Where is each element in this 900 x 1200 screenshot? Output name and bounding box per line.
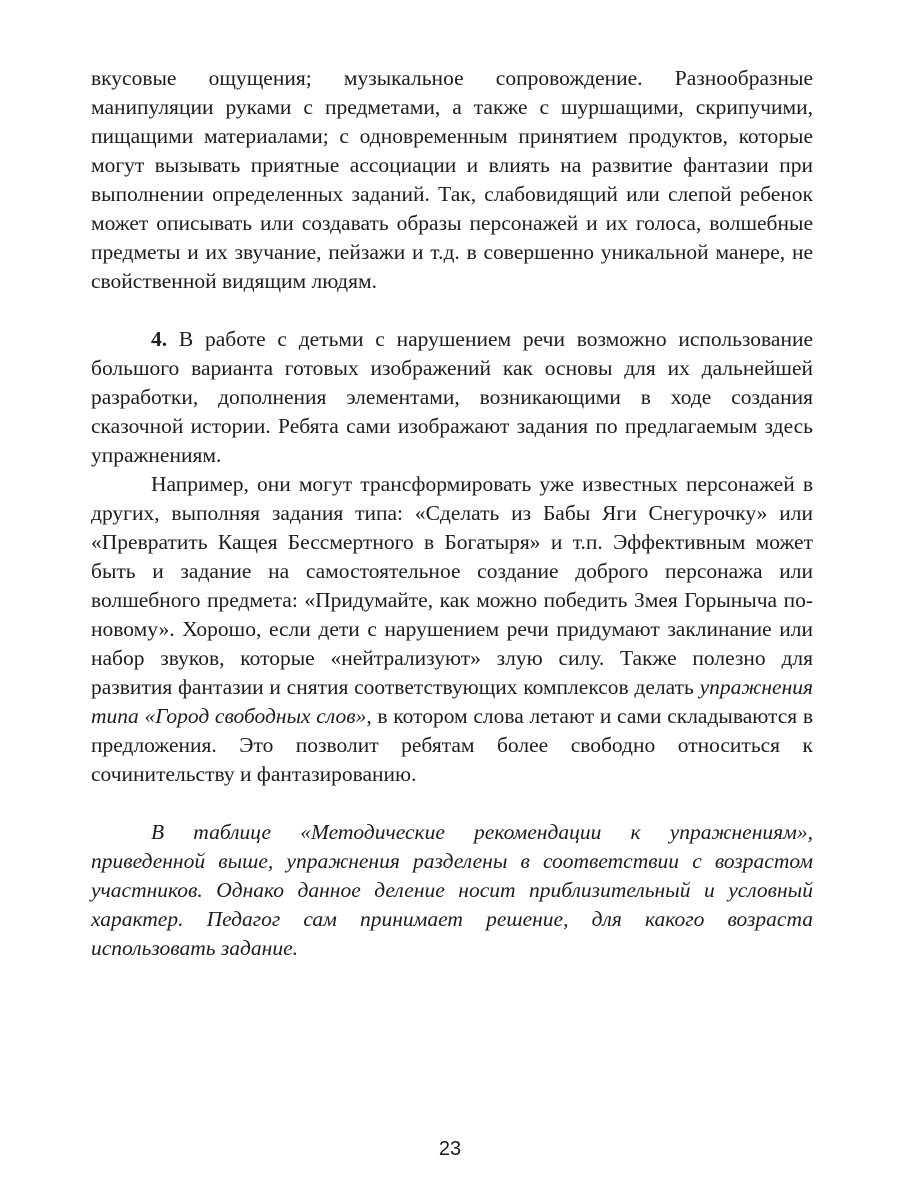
examples-text-end: , в котором слова летают и сами складываются в предложения. Это позволит ребятам более свободно относиться к сочинительству и фантазированию. [91, 704, 814, 786]
page-body [91, 64, 813, 963]
paragraph-speech-text: В работе с детьми с нарушением речи возможно использование большого варианта готовых изображений как основы для их дальнейшей разработки, дополнения элементами, возникающими в ходе создания сказочной истории. Ребята сами изображают задания по предлагаемым здесь упражнениям. [91, 327, 813, 467]
exercise-reference: упражнения типа «Город свободных слов» [91, 675, 813, 728]
examples-text-start: Например, они могут трансформировать уже известных персонажей в других, выполняя задания типа: «Сделать из Бабы Яги Снегурочку» или «Превратить Кащея Бессмертного в Богатыря» и т.п. Эффективным может быть и задание на самостоятельное создание доброго персонажа или волшебного предмета: «Придумайте, как можно победить Змея Горыныча по-новому». Хорошо, если дети с нарушением речи придумают заклинание или набор звуков, которые «нейтрализуют» злую силу. Также полезно для развития фантазии и снятия соответствующих комплексов делать [91, 472, 813, 699]
page-number: 23 [438, 1138, 462, 1160]
paragraph-speech-disorders [91, 325, 813, 470]
item-number: 4. [151, 327, 168, 351]
paragraph-sensory: вкусовые ощущения; музыкальное сопровождение. Разнообразные манипуляции руками с предметами, а также с шуршащими, скрипучими, пищащими материалами; с одновременным принятием продуктов, которые могут вызывать приятные ассоциации и влиять на развитие фантазии при выполнении определенных заданий. Так, слабовидящий или слепой ребенок может описывать или создавать образы персонажей и их голоса, волшебные предметы и их звучание, пейзажи и т.д. в совершенно уникальной манере, не свойственной видящим людям. [91, 66, 813, 293]
paragraph-table-note: В таблице «Методические рекомендации к упражнениям», приведенной выше, упражнения разделены в соответствии с возрастом участников. Однако данное деление носит приблизительный и условный характер. Педагог сам принимает решение, для какого возраста использовать задание. [91, 820, 813, 960]
paragraph-examples [91, 470, 813, 789]
